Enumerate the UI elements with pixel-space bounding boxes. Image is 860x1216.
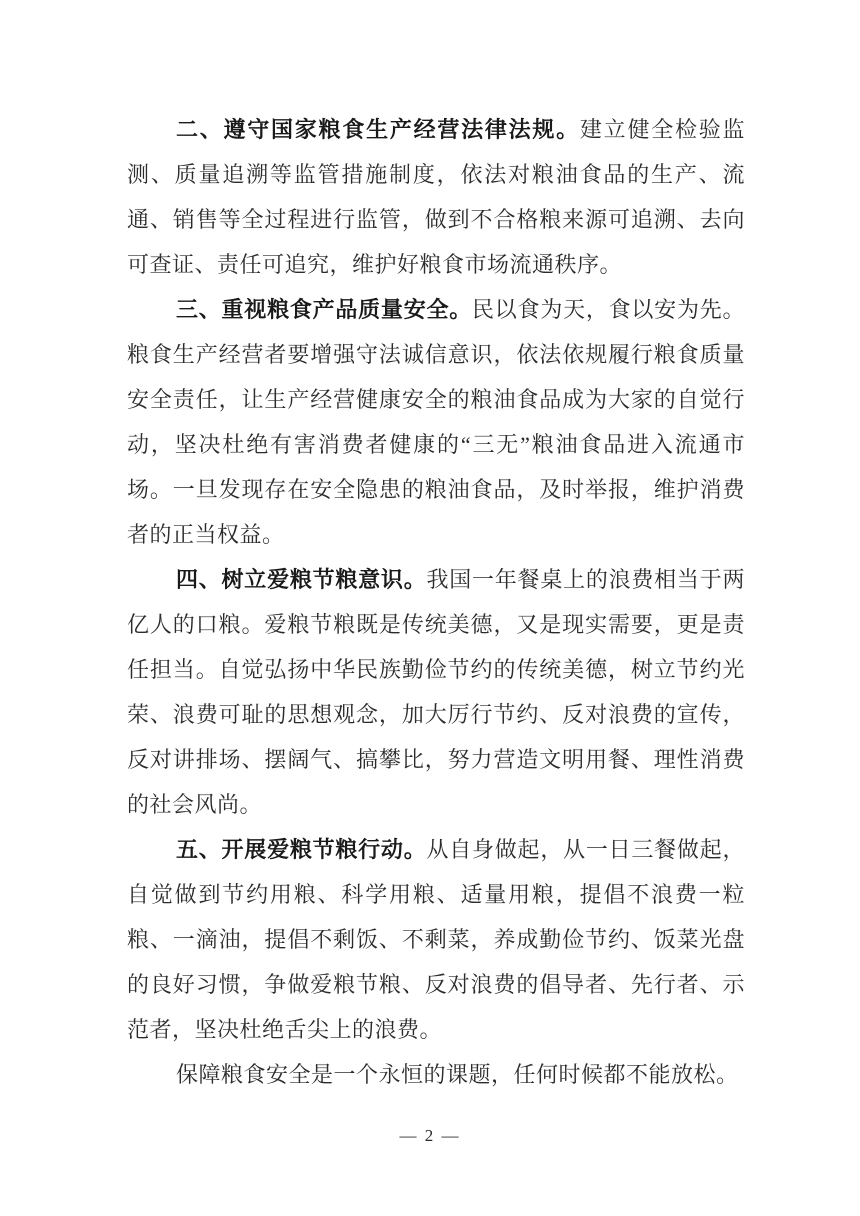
page-number: — 2 — [399, 1126, 461, 1145]
paragraph-section-4-heading: 四、树立爱粮节粮意识。 [176, 567, 427, 592]
paragraph-closing [127, 1052, 745, 1097]
paragraph-closing-body: 保障粮食安全是一个永恒的课题，任何时候都不能放松。 [176, 1062, 739, 1087]
paragraph-section-3-body: 民以食为天，食以安为先。粮食生产经营者要增强守法诚信意识，依法依规履行粮食质量安全责任，让生产经营健康安全的粮油食品成为大家的自觉行动，坚决杜绝有害消费者健康的“三无”粮油食品进入流通市场。一旦发现存在安全隐患的粮油食品，及时举报，维护消费者的正当权益。 [127, 297, 745, 547]
paragraph-section-5-body: 从自身做起，从一日三餐做起，自觉做到节约用粮、科学用粮、适量用粮，提倡不浪费一粒粮、一滴油，提倡不剩饭、不剩菜，养成勤俭节约、饭菜光盘的良好习惯，争做爱粮节粮、反对浪费的倡导者、先行者、示范者，坚决杜绝舌尖上的浪费。 [127, 837, 745, 1042]
paragraph-section-3 [127, 287, 745, 557]
paragraph-section-2-body: 建立健全检验监测、质量追溯等监管措施制度，依法对粮油食品的生产、流通、销售等全过程进行监管，做到不合格粮来源可追溯、去向可查证、责任可追究，维护好粮食市场流通秩序。 [127, 117, 745, 277]
paragraph-section-4-body: 我国一年餐桌上的浪费相当于两亿人的口粮。爱粮节粮既是传统美德，又是现实需要，更是责任担当。自觉弘扬中华民族勤俭节约的传统美德，树立节约光荣、浪费可耻的思想观念，加大厉行节约、反对浪费的宣传，反对讲排场、摆阔气、搞攀比，努力营造文明用餐、理性消费的社会风尚。 [127, 567, 745, 817]
paragraph-section-2 [127, 107, 745, 287]
paragraph-section-2-heading: 二、遵守国家粮食生产经营法律法规。 [176, 117, 580, 142]
paragraph-section-5 [127, 827, 745, 1052]
document-body [127, 107, 745, 1097]
paragraph-section-5-heading: 五、开展爱粮节粮行动。 [176, 837, 427, 862]
paragraph-section-4 [127, 557, 745, 827]
paragraph-section-3-heading: 三、重视粮食产品质量安全。 [176, 297, 473, 322]
